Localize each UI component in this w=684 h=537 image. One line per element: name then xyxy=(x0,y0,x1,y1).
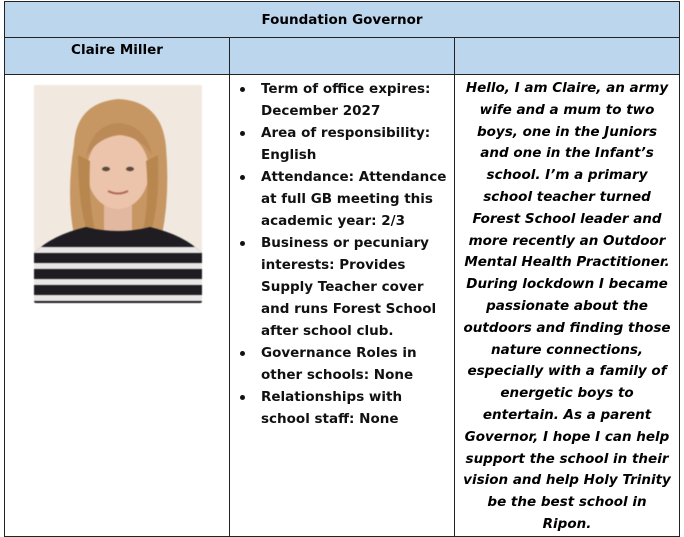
governor-name: Claire Miller xyxy=(5,38,230,75)
detail-area-of-responsibility: Area of responsibility: English xyxy=(238,122,450,166)
governor-photo xyxy=(34,85,202,303)
bullet-icon xyxy=(240,241,245,246)
details-list xyxy=(230,78,450,430)
bullet-icon xyxy=(240,351,245,356)
detail-relationships: Relationships with school staff: None xyxy=(238,386,450,430)
detail-business-interests: Business or pecuniary interests: Provides Supply Teacher cover and runs Forest School after school club. xyxy=(238,232,450,342)
detail-term-of-office: Term of office expires: December 2027 xyxy=(238,78,450,122)
bullet-icon xyxy=(240,131,245,136)
photo-cell xyxy=(5,75,230,537)
name-row xyxy=(5,38,680,75)
title-row xyxy=(5,2,680,38)
table-title: Foundation Governor xyxy=(5,2,680,38)
empty-header-cell xyxy=(455,38,680,75)
bullet-icon xyxy=(240,175,245,180)
empty-header-cell xyxy=(230,38,455,75)
details-cell xyxy=(230,75,455,537)
bio-cell xyxy=(455,75,680,537)
detail-attendance: Attendance: Attendance at full GB meeting this academic year: 2/3 xyxy=(238,166,450,232)
governor-bio: Hello, I am Claire, an army wife and a mum to two boys, one in the Juniors and one in the Infant’s school. I’m a primary school teacher turned Forest School leader and more recently an Outdoor Mental Health Practitioner. During lockdown I became passionate about the outdoors and finding those nature connections, especially with a family of energetic boys to entertain. As a parent Governor, I hope I can help support the school in their vision and help Holy Trinity be the best school in Ripon. xyxy=(463,80,671,532)
content-row xyxy=(5,75,680,537)
detail-governance-roles: Governance Roles in other schools: None xyxy=(238,342,450,386)
bullet-icon xyxy=(240,395,245,400)
portrait-image xyxy=(34,85,202,303)
bullet-icon xyxy=(240,87,245,92)
governor-table xyxy=(4,1,680,537)
